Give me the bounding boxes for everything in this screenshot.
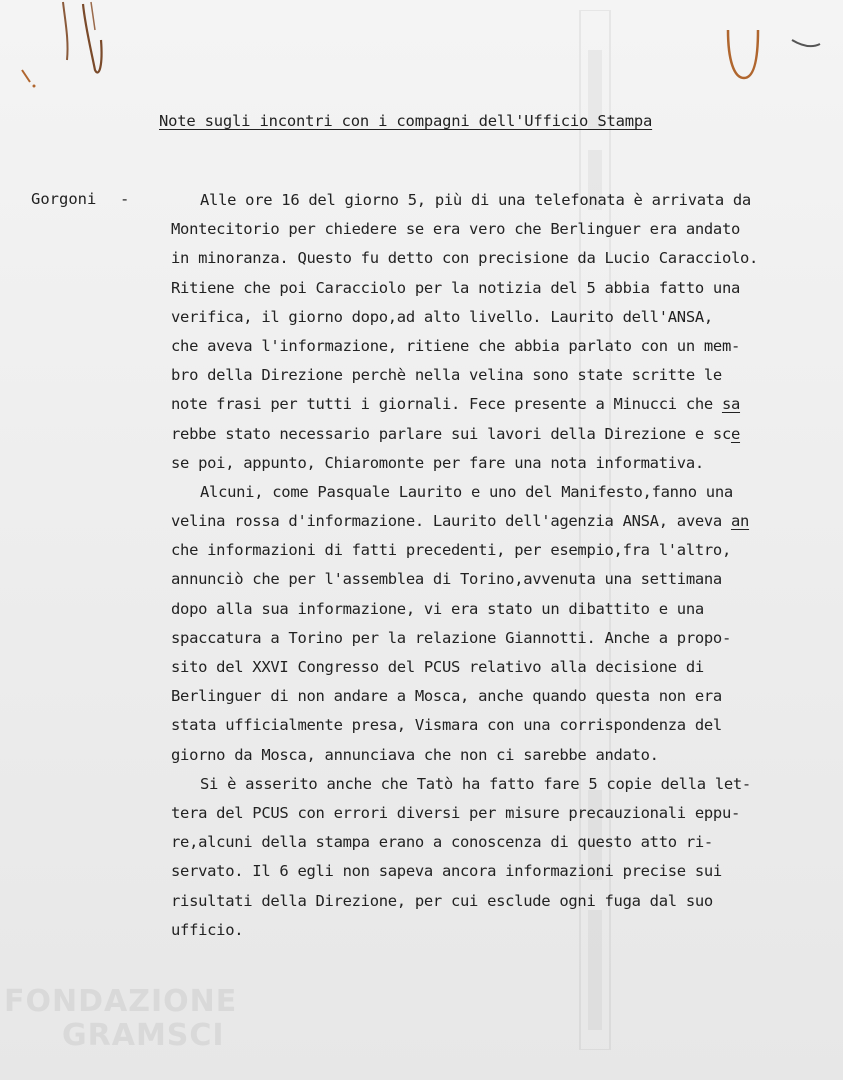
watermark-line: GRAMSCI — [62, 1018, 225, 1053]
text-line: sito del XXVI Congresso del PCUS relativo alla decisione di — [171, 658, 704, 676]
underlined-hyphen-fragment: e — [730, 424, 741, 443]
document-title: Note sugli incontri con i compagni dell'Ufficio Stampa — [159, 112, 653, 130]
paper-clip-mark-right — [722, 0, 822, 90]
text-line — [171, 390, 836, 419]
rust-mark-left — [10, 60, 50, 100]
text-line: dopo alla sua informazione, vi era stato un dibattito e una — [171, 599, 704, 618]
document-body — [171, 186, 836, 945]
paper-clip-mark-left — [55, 0, 115, 80]
text-line: Si è asserito anche che Tatò ha fatto fare 5 copie della let- — [200, 774, 751, 793]
text-line: Alcuni, come Pasquale Laurito e uno del Manifesto,fanno una — [200, 482, 733, 501]
speaker-name: Gorgoni — [31, 190, 97, 208]
text-line: ufficio. — [171, 920, 244, 939]
speaker-dash: - — [120, 190, 130, 208]
text-line: re,alcuni della stampa erano a conoscenza di questo atto ri- — [171, 833, 713, 852]
text-line: se poi, appunto, Chiaromonte per fare una nota informativa. — [171, 453, 704, 472]
text-line: spaccatura a Torino per la relazione Giannotti. Anche a propo- — [171, 628, 731, 647]
text-line: Ritiene che poi Caracciolo per la notizia del 5 abbia fatto una — [171, 278, 741, 297]
underlined-hyphen-fragment: sa — [721, 395, 741, 414]
text-segment: note frasi per tutti i giornali. Fece presente a Minucci che — [171, 395, 722, 414]
text-line: Berlinguer di non andare a Mosca, anche quando questa non era — [171, 687, 722, 706]
text-line: annunciò che per l'assemblea di Torino,avvenuta una settimana — [171, 570, 722, 589]
watermark-line: FONDAZIONE — [4, 984, 238, 1019]
text-line: Montecitorio per chiedere se era vero che Berlinguer era andato — [171, 220, 741, 239]
text-line: risultati della Direzione, per cui esclude ogni fuga dal suo — [171, 891, 713, 910]
text-segment: rebbe stato necessario parlare sui lavori della Direzione e sc — [171, 424, 731, 443]
text-line — [171, 420, 836, 449]
text-line: tera del PCUS con errori diversi per misure precauzionali eppu- — [171, 803, 741, 822]
foundation-watermark — [4, 985, 237, 1053]
text-line: servato. Il 6 egli non sapeva ancora informazioni precise sui — [171, 862, 722, 881]
text-line: in minoranza. Questo fu detto con precisione da Lucio Caracciolo. — [171, 249, 759, 268]
text-line — [171, 507, 836, 536]
underlined-hyphen-fragment: an — [730, 512, 750, 531]
text-line: Alle ore 16 del giorno 5, più di una telefonata è arrivata da — [200, 191, 751, 209]
text-line: verifica, il giorno dopo,ad alto livello. Laurito dell'ANSA, — [171, 307, 713, 326]
text-line: bro della Direzione perchè nella velina sono state scritte le — [171, 366, 722, 385]
text-line: giorno da Mosca, annunciava che non ci sarebbe andato. — [171, 745, 659, 764]
text-line: stata ufficialmente presa, Vismara con una corrispondenza del — [171, 716, 722, 735]
text-segment: velina rossa d'informazione. Laurito dell'agenzia ANSA, aveva — [171, 512, 731, 531]
text-line: che informazioni di fatti precedenti, per esempio,fra l'altro, — [171, 541, 731, 560]
text-line: che aveva l'informazione, ritiene che abbia parlato con un mem- — [171, 336, 741, 355]
